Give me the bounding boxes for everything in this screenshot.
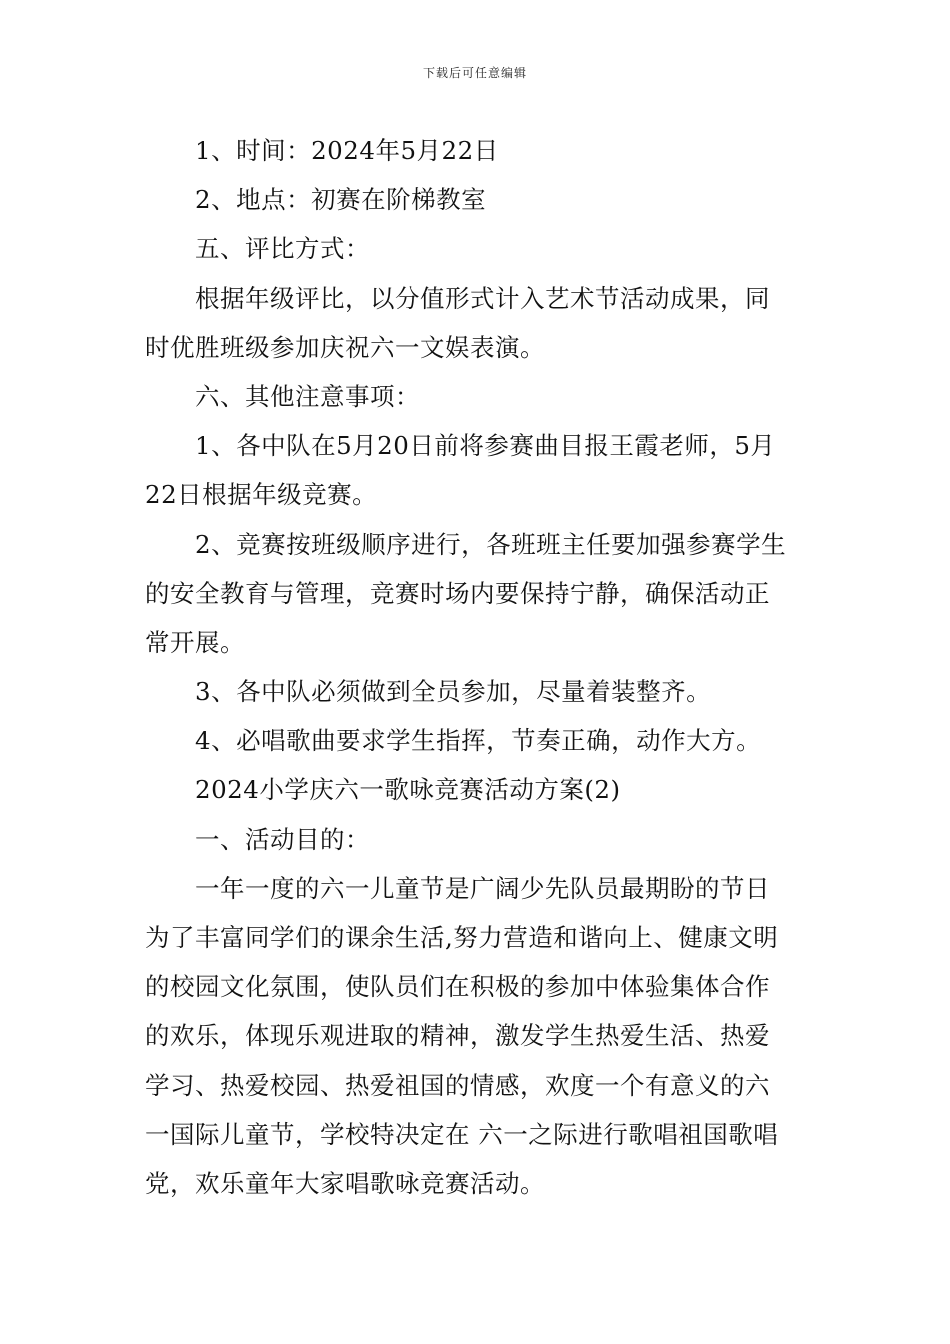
text-line: 为了丰富同学们的课余生活,努力营造和谐向上、健康文明 <box>145 923 779 952</box>
text-line: 2024小学庆六一歌咏竞赛活动方案(2) <box>195 775 621 805</box>
text-line: 五、评比方式： <box>195 234 370 264</box>
text-line: 2、地点：初赛在阶梯教室 <box>195 185 487 215</box>
text-line: 一国际儿童节，学校特决定在 六一之际进行歌唱祖国歌唱 <box>145 1119 779 1149</box>
document-title-2 <box>145 765 810 814</box>
text-line: 2、竞赛按班级顺序进行，各班班主任要加强参赛学生 <box>195 529 787 559</box>
text-line: 的校园文化氛围，使队员们在积极的参加中体验集体合作 <box>145 972 770 1002</box>
text-line: 的安全教育与管理，竞赛时场内要保持宁静，确保活动正 <box>145 578 770 608</box>
section-heading-notes <box>145 372 810 421</box>
text-line: 一、活动目的： <box>195 824 370 854</box>
text-line: 学习、热爱校园、热爱祖国的情感，欢度一个有意义的六 <box>145 1070 770 1100</box>
text-line: 党，欢乐童年大家唱歌咏竞赛活动。 <box>145 1168 545 1198</box>
paragraph-purpose <box>145 864 810 1208</box>
text-line: 一年一度的六一儿童节是广阔少先队员最期盼的节日 <box>195 873 770 903</box>
page-header: 下载后可任意编辑 <box>422 66 527 80</box>
section-heading-purpose <box>145 815 810 864</box>
paragraph-note-4 <box>145 716 810 765</box>
paragraph-note-3 <box>145 667 810 716</box>
paragraph-note-2 <box>145 520 810 668</box>
paragraph-time <box>145 126 810 175</box>
text-line: 1、时间：2024年5月22日 <box>195 136 499 165</box>
text-line: 常开展。 <box>145 627 245 657</box>
text-line: 4、必唱歌曲要求学生指挥，节奏正确，动作大方。 <box>195 726 762 756</box>
paragraph-evaluation <box>145 274 810 372</box>
section-heading-evaluation <box>145 224 810 273</box>
document-body <box>145 126 810 1208</box>
text-line: 六、其他注意事项： <box>195 381 420 411</box>
text-line: 根据年级评比，以分值形式计入艺术节活动成果，同 <box>195 283 770 313</box>
text-line: 22日根据年级竞赛。 <box>145 480 378 510</box>
text-line: 3、各中队必须做到全员参加，尽量着装整齐。 <box>195 677 712 707</box>
text-line: 时优胜班级参加庆祝六一文娱表演。 <box>145 332 545 362</box>
text-line: 的欢乐，体现乐观进取的精神，激发学生热爱生活、热爱 <box>145 1021 770 1051</box>
paragraph-location <box>145 175 810 224</box>
text-line: 1、各中队在5月20日前将参赛曲目报王霞老师，5月 <box>195 431 776 461</box>
paragraph-note-1 <box>145 421 810 519</box>
